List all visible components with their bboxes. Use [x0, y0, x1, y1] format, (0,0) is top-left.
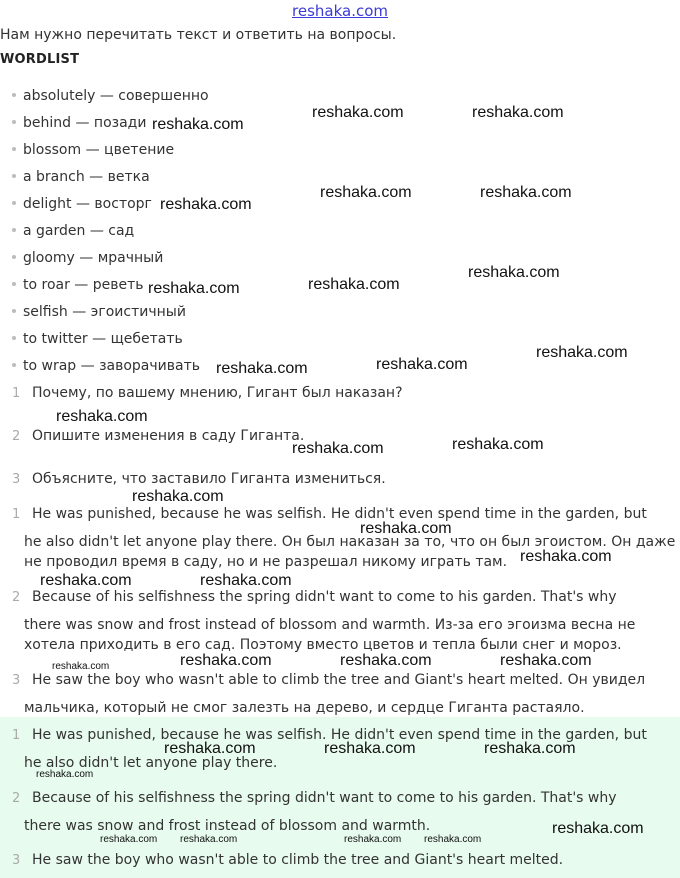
english-answer-2-line: there was snow and frost instead of blossom and warmth. — [24, 818, 431, 834]
watermark: reshaka.com — [56, 408, 148, 425]
watermark: reshaka.com — [216, 360, 308, 377]
question-2: 2 Опишите изменения в саду Гиганта. — [12, 428, 305, 444]
watermark: reshaka.com — [180, 652, 272, 669]
list-item: behind — позади — [12, 115, 146, 131]
answer-number: 3 — [12, 673, 21, 688]
answer-2-line: Because of his selfishness the spring didn't want to come to his garden. That's why — [32, 589, 617, 605]
wordlist-title: WORDLIST — [0, 52, 80, 67]
watermark: reshaka.com — [292, 440, 384, 457]
watermark: reshaka.com — [360, 520, 452, 537]
answer-number: 2 — [12, 590, 21, 605]
watermark: reshaka.com — [152, 116, 244, 133]
watermark: reshaka.com — [40, 572, 132, 589]
english-answer-1-line: He was punished, because he was selfish. He didn't even spend time in the garden, but — [32, 727, 647, 743]
watermark: reshaka.com — [484, 740, 576, 757]
answer-1-line: He was punished, because he was selfish. He didn't even spend time in the garden, but — [32, 506, 647, 522]
list-item: delight — восторг — [12, 196, 152, 212]
watermark: reshaka.com — [180, 834, 238, 845]
list-item: blossom — цветение — [12, 142, 174, 158]
watermark: reshaka.com — [340, 652, 432, 669]
list-item: a garden — сад — [12, 223, 134, 239]
watermark: reshaka.com — [132, 488, 224, 505]
watermark: reshaka.com — [376, 356, 468, 373]
english-answer-3-line: He saw the boy who wasn't able to climb the tree and Giant's heart melted. — [32, 852, 564, 868]
list-item: to wrap — заворачивать — [12, 358, 200, 374]
answer-3-line: мальчика, который не смог залезть на дерево, и сердце Гиганта растаяло. — [24, 700, 585, 716]
watermark: reshaka.com — [52, 661, 110, 672]
watermark: reshaka.com — [100, 834, 158, 845]
watermark: reshaka.com — [312, 104, 404, 121]
watermark: reshaka.com — [344, 834, 402, 845]
answer-number: 2 — [12, 791, 21, 806]
site-link[interactable]: reshaka.com — [292, 2, 388, 20]
english-answer-1-line: he also didn't let anyone play there. — [24, 755, 278, 771]
watermark: reshaka.com — [472, 104, 564, 121]
answer-2-line: хотела приходить в его сад. Поэтому вместо цветов и тепла были снег и мороз. — [24, 637, 622, 653]
answer-1-line: he also didn't let anyone play there. Он был наказан за то, что он был эгоистом. Он даже — [24, 534, 676, 550]
list-item: selfish — эгоистичный — [12, 304, 186, 320]
watermark: reshaka.com — [424, 834, 482, 845]
watermark: reshaka.com — [36, 769, 94, 780]
list-item: to twitter — щебетать — [12, 331, 183, 347]
watermark: reshaka.com — [480, 184, 572, 201]
watermark: reshaka.com — [520, 548, 612, 565]
question-3: 3 Объясните, что заставило Гиганта измениться. — [12, 471, 386, 487]
answer-number: 3 — [12, 853, 21, 868]
watermark: reshaka.com — [308, 276, 400, 293]
watermark: reshaka.com — [552, 820, 644, 837]
watermark: reshaka.com — [320, 184, 412, 201]
question-1: 1 Почему, по вашему мнению, Гигант был наказан? — [12, 385, 403, 401]
list-item: to roar — реветь — [12, 277, 144, 293]
answer-2-line: there was snow and frost instead of blossom and warmth. Из-за его эгоизма весна не — [24, 617, 636, 633]
watermark: reshaka.com — [324, 740, 416, 757]
watermark: reshaka.com — [452, 436, 544, 453]
watermark: reshaka.com — [500, 652, 592, 669]
watermark: reshaka.com — [164, 740, 256, 757]
watermark: reshaka.com — [468, 264, 560, 281]
intro-text: Нам нужно перечитать текст и ответить на вопросы. — [0, 27, 397, 43]
watermark: reshaka.com — [160, 196, 252, 213]
answer-1-line: не проводил время в саду, но и не разрешал никому играть там. — [24, 554, 508, 570]
answer-number: 1 — [12, 507, 21, 522]
english-answer-2-line: Because of his selfishness the spring didn't want to come to his garden. That's why — [32, 790, 617, 806]
answer-3-line: He saw the boy who wasn't able to climb the tree and Giant's heart melted. Он увидел — [32, 672, 646, 688]
watermark: reshaka.com — [536, 344, 628, 361]
list-item: absolutely — совершенно — [12, 88, 209, 104]
answer-number: 1 — [12, 728, 21, 743]
list-item: a branch — ветка — [12, 169, 150, 185]
list-item: gloomy — мрачный — [12, 250, 163, 266]
watermark: reshaka.com — [200, 572, 292, 589]
watermark: reshaka.com — [148, 280, 240, 297]
